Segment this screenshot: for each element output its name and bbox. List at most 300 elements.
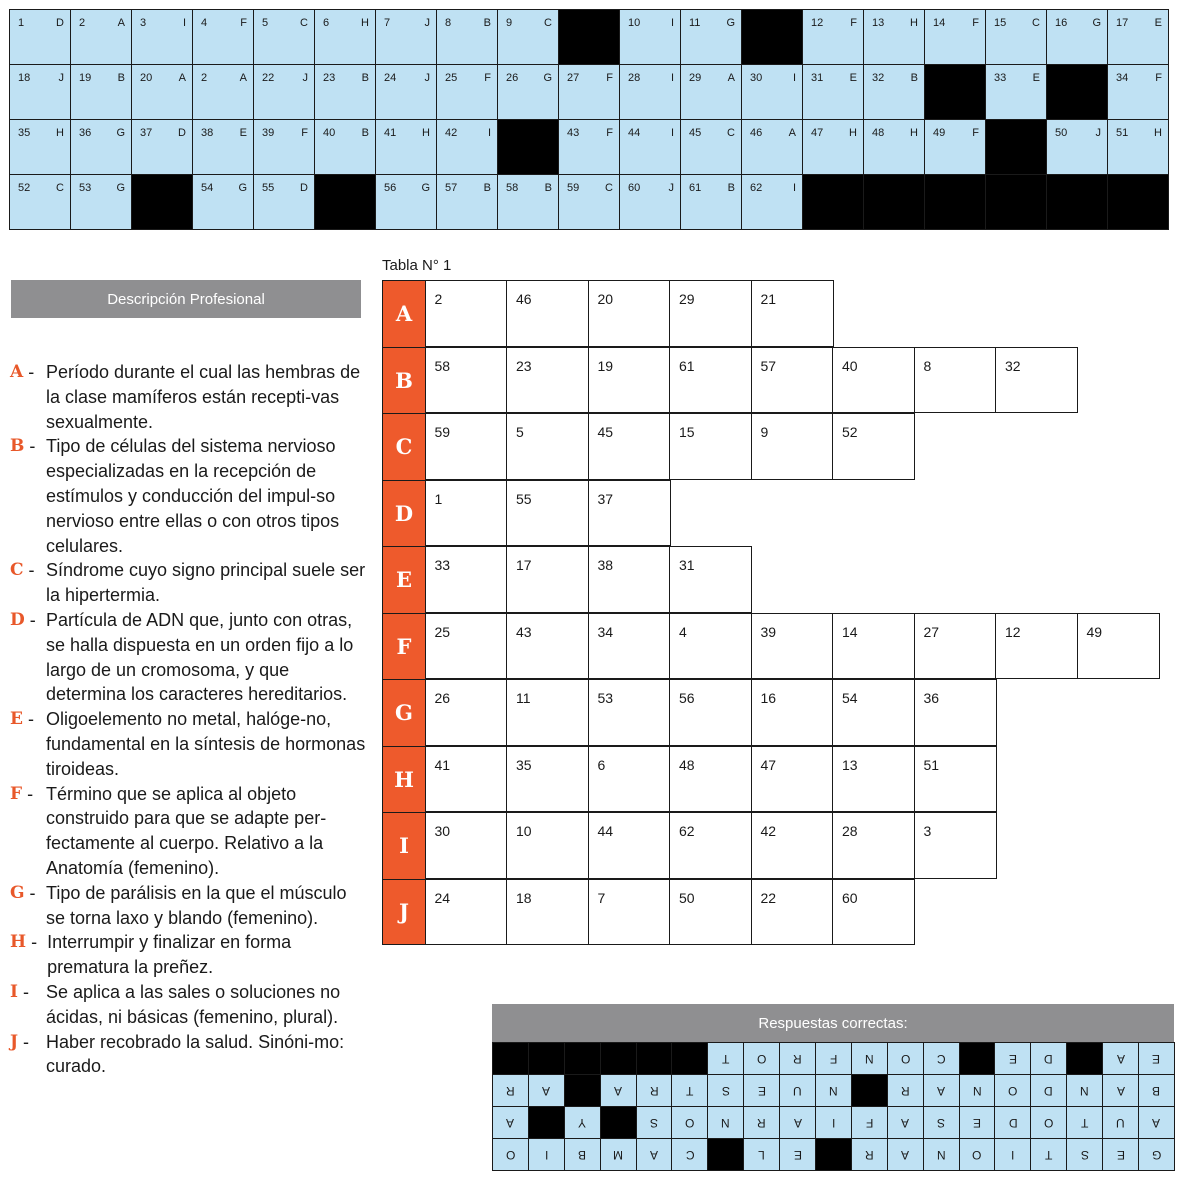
puzzle-cell — [864, 120, 925, 175]
answer-cell-blocked — [708, 1139, 744, 1171]
answer-cell — [780, 1075, 816, 1107]
puzzle-cell — [254, 65, 315, 120]
answer-cell-blocked — [529, 1043, 565, 1075]
clue-separator: - — [24, 436, 41, 457]
table-cell — [506, 280, 589, 347]
cell-number: 25 — [434, 623, 451, 640]
answer-letter: A — [506, 1115, 515, 1130]
puzzle-cell — [376, 10, 437, 65]
table-cell — [506, 812, 589, 879]
answer-cell — [744, 1107, 780, 1139]
answer-cell — [852, 1043, 888, 1075]
cell-number: 10 — [516, 823, 532, 839]
clue-item — [10, 930, 370, 980]
cell-number: 23 — [516, 357, 532, 374]
table-cell — [914, 812, 997, 879]
table-row — [382, 413, 1160, 480]
puzzle-cell — [1108, 10, 1169, 65]
table-cell — [751, 280, 834, 347]
table-cell — [506, 879, 589, 946]
cell-number: 18 — [516, 889, 532, 906]
cell-number: 62 — [750, 182, 763, 194]
table-cell — [914, 679, 997, 746]
answer-letter: E — [973, 1115, 982, 1130]
answer-cell-blocked — [493, 1043, 529, 1075]
cell-number: 16 — [1055, 17, 1068, 29]
answer-cell-blocked — [960, 1043, 996, 1075]
cell-number: 6 — [597, 756, 606, 773]
answer-cell — [1031, 1107, 1067, 1139]
table-cell — [751, 613, 834, 680]
answer-cell — [924, 1107, 960, 1139]
table-title: Tabla N° 1 — [382, 257, 452, 274]
puzzle-cell — [1047, 120, 1108, 175]
cell-number: 7 — [597, 889, 606, 906]
table-cell — [588, 280, 671, 347]
table-cell — [425, 546, 508, 613]
cell-number: 38 — [201, 127, 214, 139]
answer-cell — [1103, 1107, 1139, 1139]
cell-number: 10 — [628, 17, 641, 29]
puzzle-cell — [193, 65, 254, 120]
clue-lead — [10, 782, 46, 881]
puzzle-cell — [437, 10, 498, 65]
cell-number: 12 — [1005, 623, 1021, 640]
cell-number: 42 — [760, 823, 777, 839]
cell-number: 22 — [262, 72, 275, 84]
answer-cell — [995, 1139, 1031, 1171]
cell-letter: B — [544, 182, 552, 194]
cell-number: 5 — [262, 17, 269, 29]
clue-letter: I — [10, 981, 18, 1002]
cell-number: 56 — [679, 690, 695, 706]
cell-number: 43 — [516, 623, 532, 640]
cell-letter: I — [670, 72, 674, 84]
answer-cell-blocked — [672, 1043, 708, 1075]
table-row — [382, 480, 1160, 547]
cell-number: 8 — [445, 17, 452, 29]
answer-cell — [780, 1043, 816, 1075]
puzzle-cell-blocked — [559, 10, 620, 65]
table-cell — [425, 679, 508, 746]
table-cell — [588, 347, 671, 414]
answer-letter: O — [757, 1051, 767, 1066]
answer-cell-blocked — [852, 1075, 888, 1107]
cell-letter: I — [182, 17, 186, 29]
cell-letter: F — [301, 127, 308, 139]
cell-number: 29 — [689, 72, 702, 84]
cell-number: 50 — [1055, 127, 1068, 139]
answer-letter: F — [865, 1115, 874, 1130]
answer-cell — [744, 1075, 780, 1107]
answer-letter: N — [972, 1083, 982, 1098]
cell-number: 47 — [811, 127, 824, 139]
answer-letter: A — [1152, 1115, 1161, 1130]
cell-letter: E — [1032, 72, 1040, 84]
cell-number: 47 — [760, 756, 777, 773]
puzzle-cell — [1108, 65, 1169, 120]
cell-number: 48 — [872, 127, 885, 139]
clue-item — [10, 558, 370, 608]
answer-cell — [493, 1075, 529, 1107]
cell-number: 1 — [18, 17, 25, 29]
answer-letter: O — [685, 1115, 695, 1130]
table-cell — [832, 613, 915, 680]
puzzle-cell — [254, 120, 315, 175]
answer-row — [493, 1139, 1175, 1171]
answer-letter: I — [831, 1115, 836, 1130]
table-cell — [914, 613, 997, 680]
puzzle-cell — [10, 175, 71, 230]
cell-letter: D — [178, 127, 186, 139]
answer-cell — [1139, 1043, 1175, 1075]
cell-letter: H — [1154, 127, 1162, 139]
answer-letter: O — [505, 1147, 516, 1162]
cell-letter: A — [727, 72, 735, 84]
answer-cell — [672, 1139, 708, 1171]
cell-number: 11 — [689, 17, 701, 29]
table-cell — [832, 679, 915, 746]
clue-text: Interrumpir y finalizar en forma prematura la preñez. — [47, 932, 292, 978]
cell-number: 43 — [567, 127, 580, 139]
answer-cell — [1139, 1075, 1175, 1107]
table-row — [382, 746, 1160, 813]
cell-letter: H — [361, 17, 369, 29]
cell-number: 2 — [434, 291, 443, 307]
cell-letter: C — [727, 127, 735, 139]
answer-cell — [816, 1075, 852, 1107]
table-cell — [588, 413, 671, 480]
cell-letter: F — [1155, 72, 1162, 84]
cell-number: 32 — [872, 72, 885, 84]
cell-number: 37 — [140, 127, 153, 139]
cell-number: 44 — [597, 823, 614, 839]
row-letter: I — [382, 812, 426, 879]
cell-number: 9 — [506, 17, 513, 29]
puzzle-cell — [742, 65, 803, 120]
puzzle-cell — [681, 10, 742, 65]
puzzle-cell-blocked — [742, 10, 803, 65]
puzzle-cell-blocked — [803, 175, 864, 230]
table-cell — [425, 413, 508, 480]
answer-cell — [888, 1075, 924, 1107]
puzzle-cell-blocked — [1108, 175, 1169, 230]
cell-number: 27 — [923, 623, 940, 640]
puzzle-cell — [315, 10, 376, 65]
answer-cell-blocked — [601, 1043, 637, 1075]
answer-cell-blocked — [1067, 1043, 1103, 1075]
answer-cell — [672, 1107, 708, 1139]
answer-cell-blocked — [529, 1107, 565, 1139]
answer-row — [493, 1075, 1175, 1107]
answer-cell — [1067, 1075, 1103, 1107]
clue-text: Término que se aplica al objeto construido para que se adapte per-fectamente al cuerpo. Relativo a la Anatomía (femenino). — [46, 783, 327, 878]
answer-letter: D — [1008, 1115, 1018, 1130]
cell-number: 24 — [384, 72, 397, 84]
puzzle-cell — [620, 10, 681, 65]
puzzle-cell — [559, 120, 620, 175]
puzzle-cell — [742, 175, 803, 230]
puzzle-cell — [986, 10, 1047, 65]
cell-number: 36 — [79, 127, 92, 139]
puzzle-cell — [71, 120, 132, 175]
puzzle-cell — [803, 10, 864, 65]
clue-lead — [10, 980, 46, 1030]
clue-separator: - — [23, 362, 45, 382]
answer-letter: U — [1116, 1115, 1125, 1130]
answer-letter: E — [1008, 1051, 1017, 1066]
puzzle-cell — [925, 120, 986, 175]
cell-number: 4 — [679, 623, 687, 640]
puzzle-cell — [10, 120, 71, 175]
table-cell — [751, 413, 834, 480]
answer-letter: A — [1116, 1051, 1125, 1066]
cell-number: 22 — [760, 889, 777, 906]
answer-letter: R — [757, 1115, 767, 1130]
answer-cell — [924, 1043, 960, 1075]
clue-letter: B — [10, 436, 25, 457]
answer-letter: D — [1044, 1083, 1054, 1098]
table-cell — [751, 879, 834, 946]
cell-number: 16 — [760, 690, 777, 706]
table-row — [382, 679, 1160, 746]
cell-number: 48 — [679, 756, 695, 773]
cell-letter: I — [487, 127, 491, 139]
row-letter: E — [382, 546, 426, 613]
puzzle-cell — [498, 65, 559, 120]
answer-letter: A — [1116, 1083, 1125, 1098]
table-cell — [669, 812, 752, 879]
table-cell — [506, 546, 589, 613]
answer-cell — [960, 1139, 996, 1171]
table-cell — [1077, 613, 1160, 680]
cell-number: 54 — [201, 182, 214, 194]
puzzle-cell-blocked — [986, 120, 1047, 175]
table-cell — [425, 746, 508, 813]
puzzle-cell — [437, 65, 498, 120]
answer-cell — [852, 1107, 888, 1139]
answer-letter: O — [1008, 1083, 1018, 1098]
cell-number: 32 — [1005, 357, 1021, 374]
answer-cell — [708, 1043, 744, 1075]
puzzle-cell — [864, 65, 925, 120]
answer-cell — [637, 1139, 673, 1171]
cell-number: 55 — [262, 182, 275, 194]
answer-letter: R — [793, 1051, 802, 1066]
cell-number: 13 — [872, 17, 885, 29]
cell-number: 41 — [434, 756, 451, 773]
cell-number: 14 — [842, 623, 858, 640]
cell-number: 15 — [994, 17, 1007, 29]
cell-number: 59 — [434, 424, 451, 440]
letter-number-table — [382, 280, 1160, 945]
puzzle-cell — [376, 120, 437, 175]
answer-cell — [1031, 1075, 1067, 1107]
clue-item — [10, 782, 370, 881]
answer-letter: E — [757, 1083, 766, 1098]
cell-number: 26 — [434, 690, 451, 706]
cell-number: 53 — [597, 690, 614, 706]
puzzle-cell — [376, 175, 437, 230]
puzzle-row — [10, 120, 1169, 175]
table-cell — [425, 347, 508, 414]
clue-letter: E — [10, 709, 23, 730]
cell-number: 11 — [516, 690, 531, 706]
cell-number: 33 — [994, 72, 1007, 84]
puzzle-cell — [193, 175, 254, 230]
cell-letter: J — [1095, 127, 1101, 139]
cell-number: 25 — [445, 72, 458, 84]
table-cell — [588, 679, 671, 746]
cell-letter: A — [788, 127, 796, 139]
answer-letter: B — [1152, 1083, 1161, 1098]
clue-lead — [10, 434, 46, 558]
cell-letter: E — [849, 72, 857, 84]
cell-number: 21 — [760, 291, 777, 307]
cell-number: 3 — [140, 17, 147, 29]
cell-number: 51 — [1116, 127, 1129, 139]
answer-cell — [852, 1139, 888, 1171]
clue-item — [10, 434, 370, 558]
cell-letter: J — [424, 17, 430, 29]
answer-letter: A — [901, 1115, 910, 1130]
puzzle-cell-blocked — [925, 65, 986, 120]
puzzle-cell — [132, 10, 193, 65]
cell-number: 13 — [842, 756, 858, 773]
cell-number: 60 — [842, 889, 858, 906]
puzzle-cell — [498, 10, 559, 65]
answer-letter: Y — [578, 1115, 587, 1130]
answer-letter: N — [936, 1147, 946, 1162]
answers-header — [492, 1004, 1174, 1042]
table-row — [382, 879, 1160, 946]
answer-letter: A — [614, 1083, 623, 1098]
table-cell — [751, 679, 834, 746]
cell-letter: H — [56, 127, 64, 139]
answer-cell — [995, 1043, 1031, 1075]
answer-cell — [493, 1107, 529, 1139]
clue-lead — [10, 930, 47, 980]
cell-number: 2 — [201, 72, 208, 84]
clue-lead — [10, 360, 46, 434]
cell-letter: H — [910, 17, 918, 29]
cell-letter: I — [792, 182, 796, 194]
clue-separator: - — [17, 981, 39, 1002]
cell-number: 52 — [842, 424, 858, 440]
cell-letter: I — [670, 17, 674, 29]
cell-number: 45 — [597, 424, 614, 440]
cell-number: 46 — [750, 127, 763, 139]
answer-cell — [888, 1043, 924, 1075]
puzzle-cell — [620, 65, 681, 120]
cell-letter: F — [240, 17, 247, 29]
answer-cell — [888, 1139, 924, 1171]
cell-number: 9 — [760, 424, 769, 440]
puzzle-cell — [437, 120, 498, 175]
clue-letter: F — [10, 783, 23, 804]
answer-cell — [565, 1107, 601, 1139]
answer-letter: S — [721, 1083, 730, 1098]
cell-number: 14 — [933, 17, 946, 29]
table-cell — [751, 347, 834, 414]
cell-letter: G — [116, 127, 125, 139]
puzzle-cell — [803, 120, 864, 175]
cell-number: 39 — [760, 623, 777, 640]
puzzle-cell — [71, 175, 132, 230]
answer-cell — [1139, 1107, 1175, 1139]
answer-cell — [924, 1075, 960, 1107]
table-cell — [832, 746, 915, 813]
puzzle-cell — [254, 175, 315, 230]
answer-cell — [995, 1107, 1031, 1139]
cell-number: 57 — [760, 357, 777, 374]
cell-number: 2 — [79, 17, 86, 29]
cell-number: 38 — [597, 557, 614, 573]
cell-letter: B — [727, 182, 735, 194]
cell-number: 45 — [689, 127, 702, 139]
cell-letter: E — [1154, 17, 1162, 29]
puzzle-cell-blocked — [986, 175, 1047, 230]
clue-item — [10, 360, 370, 434]
puzzle-cell-blocked — [315, 175, 376, 230]
answer-letter: B — [578, 1147, 587, 1162]
cell-number: 62 — [679, 823, 695, 839]
answer-cell — [708, 1107, 744, 1139]
cell-letter: F — [972, 17, 979, 29]
answer-cell — [565, 1139, 601, 1171]
table-cell — [832, 413, 915, 480]
puzzle-cell-blocked — [132, 175, 193, 230]
table-row — [382, 613, 1160, 680]
cell-letter: H — [422, 127, 430, 139]
clue-text: Oligoelemento no metal, halóge-no, fundamental en la síntesis de hormonas tiroideas. — [46, 709, 366, 779]
cell-letter: H — [849, 127, 857, 139]
row-letter: G — [382, 679, 426, 746]
puzzle-cell-blocked — [498, 120, 559, 175]
answer-letter: R — [506, 1083, 515, 1098]
answers-header-label: Respuestas correctas: — [758, 1014, 908, 1032]
cell-number: 61 — [689, 182, 702, 194]
cell-letter: A — [117, 17, 125, 29]
cell-number: 3 — [923, 823, 932, 839]
table-cell — [588, 546, 671, 613]
clue-lead — [10, 1030, 46, 1080]
row-letter: C — [382, 413, 426, 480]
cell-letter: F — [606, 72, 613, 84]
cell-letter: C — [605, 182, 613, 194]
answer-cell — [1103, 1043, 1139, 1075]
table-cell — [588, 879, 671, 946]
answer-letter: G — [1151, 1147, 1162, 1162]
cell-number: 23 — [323, 72, 336, 84]
answer-letter: R — [865, 1147, 874, 1162]
table-cell — [914, 746, 997, 813]
cell-number: 34 — [1116, 72, 1129, 84]
table-cell — [425, 280, 508, 347]
puzzle-cell — [315, 120, 376, 175]
answer-letter: L — [758, 1147, 766, 1162]
cell-letter: G — [238, 182, 247, 194]
cell-letter: F — [606, 127, 613, 139]
cell-number: 12 — [811, 17, 824, 29]
clue-separator: - — [22, 783, 44, 804]
answer-cell — [529, 1075, 565, 1107]
answer-letter: E — [1116, 1147, 1125, 1162]
cell-number: 31 — [811, 72, 824, 84]
puzzle-cell — [10, 10, 71, 65]
puzzle-cell — [10, 65, 71, 120]
answer-letter: T — [686, 1083, 694, 1098]
